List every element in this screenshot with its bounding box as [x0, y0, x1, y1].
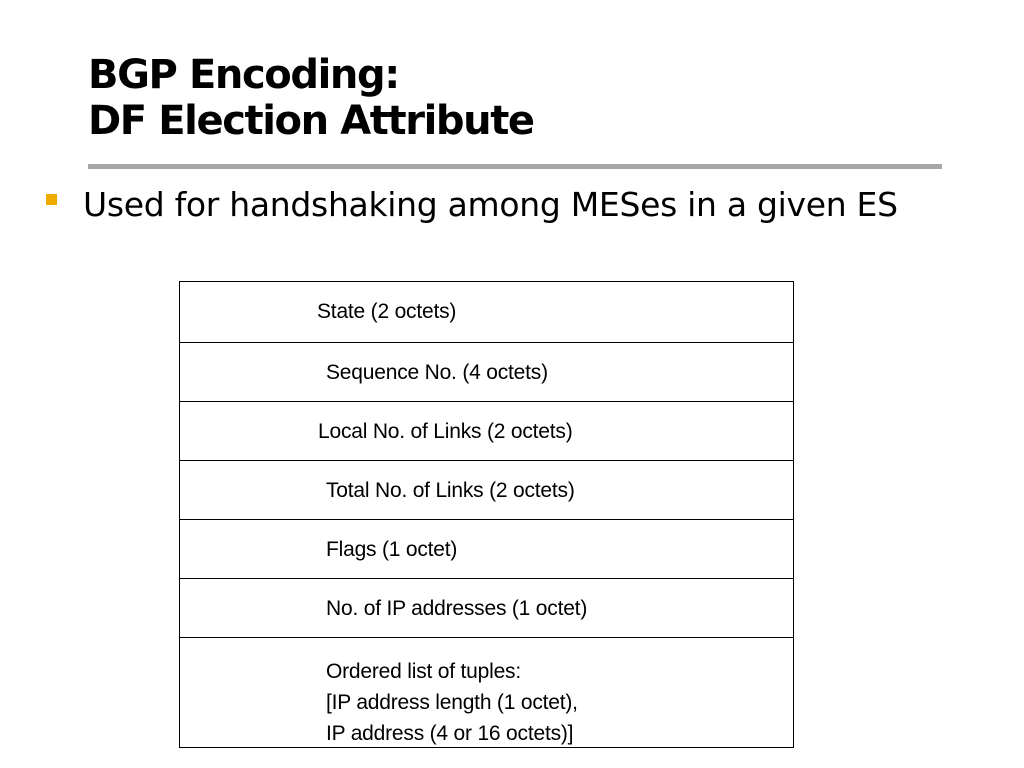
slide-title-line-1: BGP Encoding:: [88, 52, 399, 98]
square-bullet-icon: [46, 194, 57, 205]
slide-title-line-2: DF Election Attribute: [88, 98, 534, 144]
field-label-flags: Flags (1 octet): [326, 538, 458, 561]
field-row-ip-count: [180, 578, 793, 637]
field-label-ip-count: No. of IP addresses (1 octet): [326, 597, 588, 620]
field-label-total-links: Total No. of Links (2 octets): [326, 479, 575, 502]
field-label-tuple-list: [326, 656, 578, 749]
field-row-state: [180, 282, 793, 342]
field-row-tuple-list: [180, 637, 793, 747]
field-label-state: State (2 octets): [317, 300, 457, 323]
slide-title: [88, 52, 534, 144]
field-row-total-links: [180, 460, 793, 519]
field-label-sequence-no: Sequence No. (4 octets): [326, 361, 548, 384]
field-row-sequence-no: [180, 342, 793, 401]
field-label-local-links: Local No. of Links (2 octets): [318, 420, 573, 443]
field-row-local-links: [180, 401, 793, 460]
tuple-list-line-1: Ordered list of tuples:: [326, 660, 521, 683]
attribute-format-table: [179, 281, 794, 748]
tuple-list-line-2: [IP address length (1 octet),: [326, 691, 578, 714]
field-row-flags: [180, 519, 793, 578]
bullet-text: Used for handshaking among MESes in a given ES: [83, 185, 898, 224]
tuple-list-line-3: IP address (4 or 16 octets)]: [326, 722, 574, 745]
title-divider: [88, 164, 942, 169]
bullet-item: [46, 185, 898, 225]
